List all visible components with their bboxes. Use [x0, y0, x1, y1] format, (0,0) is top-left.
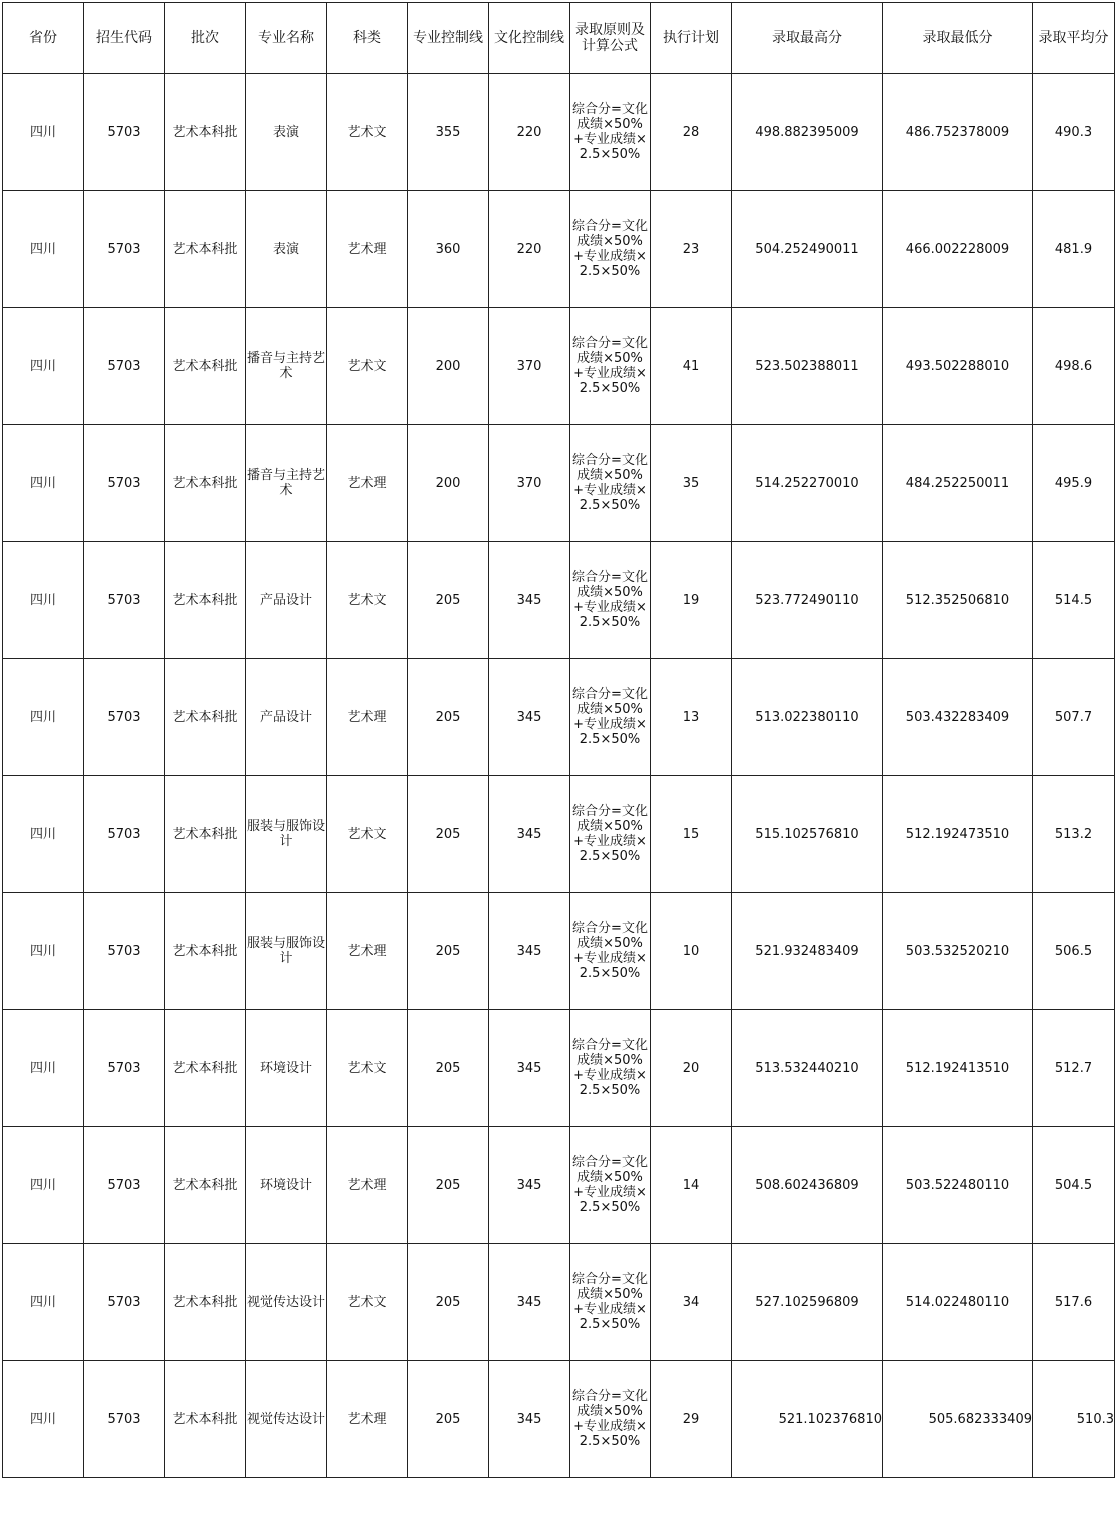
- table-row: [3, 776, 1115, 893]
- cell-subject-category: 艺术理: [327, 425, 408, 542]
- cell-avg-score: 510.3: [1033, 1361, 1115, 1478]
- cell-enrollment-code: 5703: [84, 659, 165, 776]
- cell-min-score: 512.352506810: [883, 542, 1033, 659]
- cell-batch: 艺术本科批: [165, 893, 246, 1010]
- table-row: [3, 191, 1115, 308]
- cell-admission-formula: 综合分=文化成绩×50%+专业成绩×2.5×50%: [570, 776, 651, 893]
- cell-min-score: 486.752378009: [883, 74, 1033, 191]
- cell-enrollment-code: 5703: [84, 74, 165, 191]
- header-culture-control-line: 文化控制线: [489, 3, 570, 74]
- cell-culture-control-line: 370: [489, 308, 570, 425]
- header-admission-formula: 录取原则及计算公式: [570, 3, 651, 74]
- header-enrollment-code: 招生代码: [84, 3, 165, 74]
- cell-subject-category: 艺术文: [327, 1010, 408, 1127]
- cell-culture-control-line: 345: [489, 776, 570, 893]
- cell-plan: 41: [651, 308, 732, 425]
- cell-province: 四川: [3, 776, 84, 893]
- cell-major-name: 播音与主持艺术: [246, 425, 327, 542]
- cell-major-name: 产品设计: [246, 542, 327, 659]
- cell-culture-control-line: 370: [489, 425, 570, 542]
- cell-major-name: 表演: [246, 74, 327, 191]
- cell-subject-category: 艺术理: [327, 659, 408, 776]
- cell-province: 四川: [3, 1127, 84, 1244]
- cell-culture-control-line: 345: [489, 542, 570, 659]
- cell-major-name: 视觉传达设计: [246, 1361, 327, 1478]
- cell-culture-control-line: 345: [489, 1244, 570, 1361]
- cell-major-name: 视觉传达设计: [246, 1244, 327, 1361]
- cell-subject-category: 艺术文: [327, 308, 408, 425]
- cell-avg-score: 490.3: [1033, 74, 1115, 191]
- cell-major-control-line: 205: [408, 1010, 489, 1127]
- cell-min-score: 503.432283409: [883, 659, 1033, 776]
- cell-max-score: 527.102596809: [732, 1244, 883, 1361]
- cell-province: 四川: [3, 308, 84, 425]
- cell-major-name: 服装与服饰设计: [246, 776, 327, 893]
- cell-province: 四川: [3, 1244, 84, 1361]
- cell-max-score: 513.022380110: [732, 659, 883, 776]
- cell-batch: 艺术本科批: [165, 425, 246, 542]
- cell-batch: 艺术本科批: [165, 1010, 246, 1127]
- cell-min-score: 503.522480110: [883, 1127, 1033, 1244]
- header-min-score: 录取最低分: [883, 3, 1033, 74]
- cell-province: 四川: [3, 191, 84, 308]
- cell-major-name: 服装与服饰设计: [246, 893, 327, 1010]
- cell-province: 四川: [3, 425, 84, 542]
- cell-subject-category: 艺术理: [327, 893, 408, 1010]
- cell-enrollment-code: 5703: [84, 776, 165, 893]
- header-max-score: 录取最高分: [732, 3, 883, 74]
- header-major-name: 专业名称: [246, 3, 327, 74]
- cell-plan: 23: [651, 191, 732, 308]
- cell-subject-category: 艺术理: [327, 1361, 408, 1478]
- cell-batch: 艺术本科批: [165, 191, 246, 308]
- cell-enrollment-code: 5703: [84, 1361, 165, 1478]
- cell-major-name: 播音与主持艺术: [246, 308, 327, 425]
- cell-plan: 10: [651, 893, 732, 1010]
- cell-max-score: 508.602436809: [732, 1127, 883, 1244]
- cell-max-score: 498.882395009: [732, 74, 883, 191]
- cell-subject-category: 艺术理: [327, 1127, 408, 1244]
- cell-min-score: 503.532520210: [883, 893, 1033, 1010]
- cell-batch: 艺术本科批: [165, 74, 246, 191]
- cell-max-score: 523.772490110: [732, 542, 883, 659]
- cell-culture-control-line: 345: [489, 1127, 570, 1244]
- cell-batch: 艺术本科批: [165, 1127, 246, 1244]
- cell-culture-control-line: 345: [489, 1010, 570, 1127]
- cell-avg-score: 513.2: [1033, 776, 1115, 893]
- cell-max-score: 523.502388011: [732, 308, 883, 425]
- cell-subject-category: 艺术理: [327, 191, 408, 308]
- cell-max-score: 504.252490011: [732, 191, 883, 308]
- cell-subject-category: 艺术文: [327, 542, 408, 659]
- cell-enrollment-code: 5703: [84, 425, 165, 542]
- cell-major-control-line: 205: [408, 893, 489, 1010]
- cell-major-control-line: 205: [408, 1361, 489, 1478]
- cell-admission-formula: 综合分=文化成绩×50%+专业成绩×2.5×50%: [570, 1244, 651, 1361]
- cell-culture-control-line: 345: [489, 659, 570, 776]
- table-row: [3, 1010, 1115, 1127]
- cell-province: 四川: [3, 542, 84, 659]
- header-avg-score: 录取平均分: [1033, 3, 1115, 74]
- cell-avg-score: 517.6: [1033, 1244, 1115, 1361]
- cell-major-name: 环境设计: [246, 1010, 327, 1127]
- cell-enrollment-code: 5703: [84, 1244, 165, 1361]
- cell-culture-control-line: 220: [489, 74, 570, 191]
- header-batch: 批次: [165, 3, 246, 74]
- cell-min-score: 512.192413510: [883, 1010, 1033, 1127]
- cell-avg-score: 481.9: [1033, 191, 1115, 308]
- header-province: 省份: [3, 3, 84, 74]
- cell-batch: 艺术本科批: [165, 659, 246, 776]
- cell-avg-score: 514.5: [1033, 542, 1115, 659]
- cell-major-control-line: 205: [408, 659, 489, 776]
- cell-province: 四川: [3, 74, 84, 191]
- cell-avg-score: 506.5: [1033, 893, 1115, 1010]
- cell-avg-score: 498.6: [1033, 308, 1115, 425]
- cell-plan: 15: [651, 776, 732, 893]
- cell-subject-category: 艺术文: [327, 1244, 408, 1361]
- table-row: [3, 308, 1115, 425]
- cell-max-score: 521.932483409: [732, 893, 883, 1010]
- cell-min-score: 514.022480110: [883, 1244, 1033, 1361]
- cell-admission-formula: 综合分=文化成绩×50%+专业成绩×2.5×50%: [570, 893, 651, 1010]
- spreadsheet-sheet: [2, 2, 1115, 1478]
- cell-batch: 艺术本科批: [165, 1244, 246, 1361]
- cell-major-name: 表演: [246, 191, 327, 308]
- cell-max-score: 515.102576810: [732, 776, 883, 893]
- cell-enrollment-code: 5703: [84, 191, 165, 308]
- cell-major-control-line: 355: [408, 74, 489, 191]
- cell-max-score: 513.532440210: [732, 1010, 883, 1127]
- header-subject-category: 科类: [327, 3, 408, 74]
- cell-admission-formula: 综合分=文化成绩×50%+专业成绩×2.5×50%: [570, 425, 651, 542]
- cell-culture-control-line: 345: [489, 893, 570, 1010]
- table-row: [3, 1361, 1115, 1478]
- cell-batch: 艺术本科批: [165, 308, 246, 425]
- cell-min-score: 512.192473510: [883, 776, 1033, 893]
- cell-admission-formula: 综合分=文化成绩×50%+专业成绩×2.5×50%: [570, 1361, 651, 1478]
- cell-culture-control-line: 345: [489, 1361, 570, 1478]
- cell-batch: 艺术本科批: [165, 1361, 246, 1478]
- cell-province: 四川: [3, 659, 84, 776]
- cell-min-score: 505.682333409: [883, 1361, 1033, 1478]
- cell-major-control-line: 360: [408, 191, 489, 308]
- cell-major-control-line: 205: [408, 1127, 489, 1244]
- cell-admission-formula: 综合分=文化成绩×50%+专业成绩×2.5×50%: [570, 308, 651, 425]
- cell-plan: 29: [651, 1361, 732, 1478]
- cell-enrollment-code: 5703: [84, 893, 165, 1010]
- header-plan: 执行计划: [651, 3, 732, 74]
- cell-culture-control-line: 220: [489, 191, 570, 308]
- cell-subject-category: 艺术文: [327, 74, 408, 191]
- cell-admission-formula: 综合分=文化成绩×50%+专业成绩×2.5×50%: [570, 1010, 651, 1127]
- header-major-control-line: 专业控制线: [408, 3, 489, 74]
- cell-min-score: 484.252250011: [883, 425, 1033, 542]
- cell-avg-score: 504.5: [1033, 1127, 1115, 1244]
- cell-admission-formula: 综合分=文化成绩×50%+专业成绩×2.5×50%: [570, 1127, 651, 1244]
- admission-score-table: [2, 2, 1115, 1478]
- cell-enrollment-code: 5703: [84, 1010, 165, 1127]
- cell-major-control-line: 200: [408, 425, 489, 542]
- table-body: [3, 74, 1115, 1478]
- cell-avg-score: 507.7: [1033, 659, 1115, 776]
- cell-avg-score: 512.7: [1033, 1010, 1115, 1127]
- cell-plan: 19: [651, 542, 732, 659]
- cell-enrollment-code: 5703: [84, 1127, 165, 1244]
- cell-major-control-line: 205: [408, 776, 489, 893]
- cell-admission-formula: 综合分=文化成绩×50%+专业成绩×2.5×50%: [570, 542, 651, 659]
- cell-batch: 艺术本科批: [165, 776, 246, 893]
- cell-enrollment-code: 5703: [84, 308, 165, 425]
- cell-admission-formula: 综合分=文化成绩×50%+专业成绩×2.5×50%: [570, 659, 651, 776]
- cell-min-score: 466.002228009: [883, 191, 1033, 308]
- table-header-row: [3, 3, 1115, 74]
- cell-min-score: 493.502288010: [883, 308, 1033, 425]
- cell-plan: 35: [651, 425, 732, 542]
- table-row: [3, 1127, 1115, 1244]
- cell-major-name: 环境设计: [246, 1127, 327, 1244]
- cell-plan: 13: [651, 659, 732, 776]
- cell-enrollment-code: 5703: [84, 542, 165, 659]
- table-row: [3, 659, 1115, 776]
- cell-major-control-line: 205: [408, 1244, 489, 1361]
- table-row: [3, 74, 1115, 191]
- cell-province: 四川: [3, 1361, 84, 1478]
- cell-major-control-line: 205: [408, 542, 489, 659]
- cell-plan: 34: [651, 1244, 732, 1361]
- cell-admission-formula: 综合分=文化成绩×50%+专业成绩×2.5×50%: [570, 74, 651, 191]
- cell-province: 四川: [3, 893, 84, 1010]
- cell-max-score: 521.102376810: [732, 1361, 883, 1478]
- table-row: [3, 893, 1115, 1010]
- cell-batch: 艺术本科批: [165, 542, 246, 659]
- cell-avg-score: 495.9: [1033, 425, 1115, 542]
- cell-admission-formula: 综合分=文化成绩×50%+专业成绩×2.5×50%: [570, 191, 651, 308]
- cell-subject-category: 艺术文: [327, 776, 408, 893]
- cell-major-control-line: 200: [408, 308, 489, 425]
- table-row: [3, 425, 1115, 542]
- cell-province: 四川: [3, 1010, 84, 1127]
- cell-max-score: 514.252270010: [732, 425, 883, 542]
- cell-plan: 28: [651, 74, 732, 191]
- cell-major-name: 产品设计: [246, 659, 327, 776]
- table-row: [3, 542, 1115, 659]
- cell-plan: 14: [651, 1127, 732, 1244]
- cell-plan: 20: [651, 1010, 732, 1127]
- table-row: [3, 1244, 1115, 1361]
